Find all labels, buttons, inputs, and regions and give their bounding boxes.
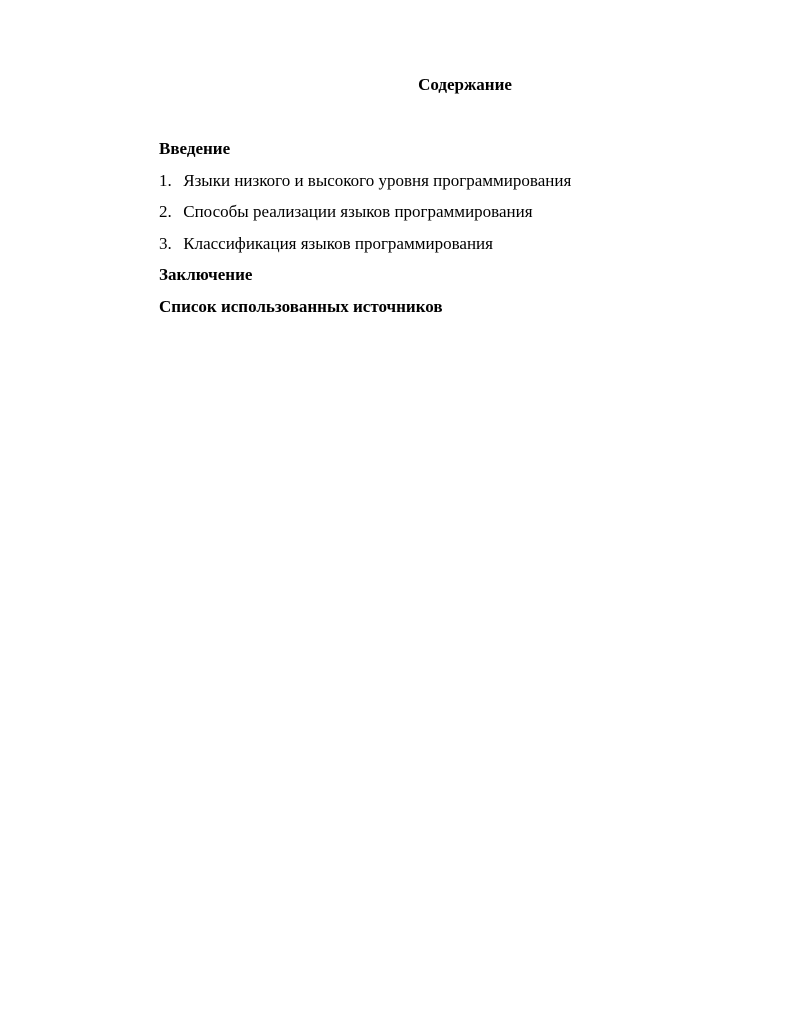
toc-references: Список использованных источников <box>159 296 443 316</box>
toc-item-text: Классификация языков программирования <box>183 233 493 253</box>
toc-item-2 <box>159 201 719 233</box>
toc-item-text: Способы реализации языков программирования <box>183 202 533 221</box>
toc-conclusion: Заключение <box>159 265 253 284</box>
toc-item-3 <box>159 233 719 265</box>
toc-item-1 <box>159 170 719 202</box>
toc-item-number: 3. <box>159 233 172 253</box>
toc-item-number: 1. <box>159 170 172 190</box>
toc-item-number: 2. <box>159 202 172 221</box>
toc-item-text: Языки низкого и высокого уровня программирования <box>183 170 572 190</box>
page-title: Содержание <box>418 75 512 94</box>
toc-intro: Введение <box>159 139 231 158</box>
table-of-contents <box>159 138 719 327</box>
